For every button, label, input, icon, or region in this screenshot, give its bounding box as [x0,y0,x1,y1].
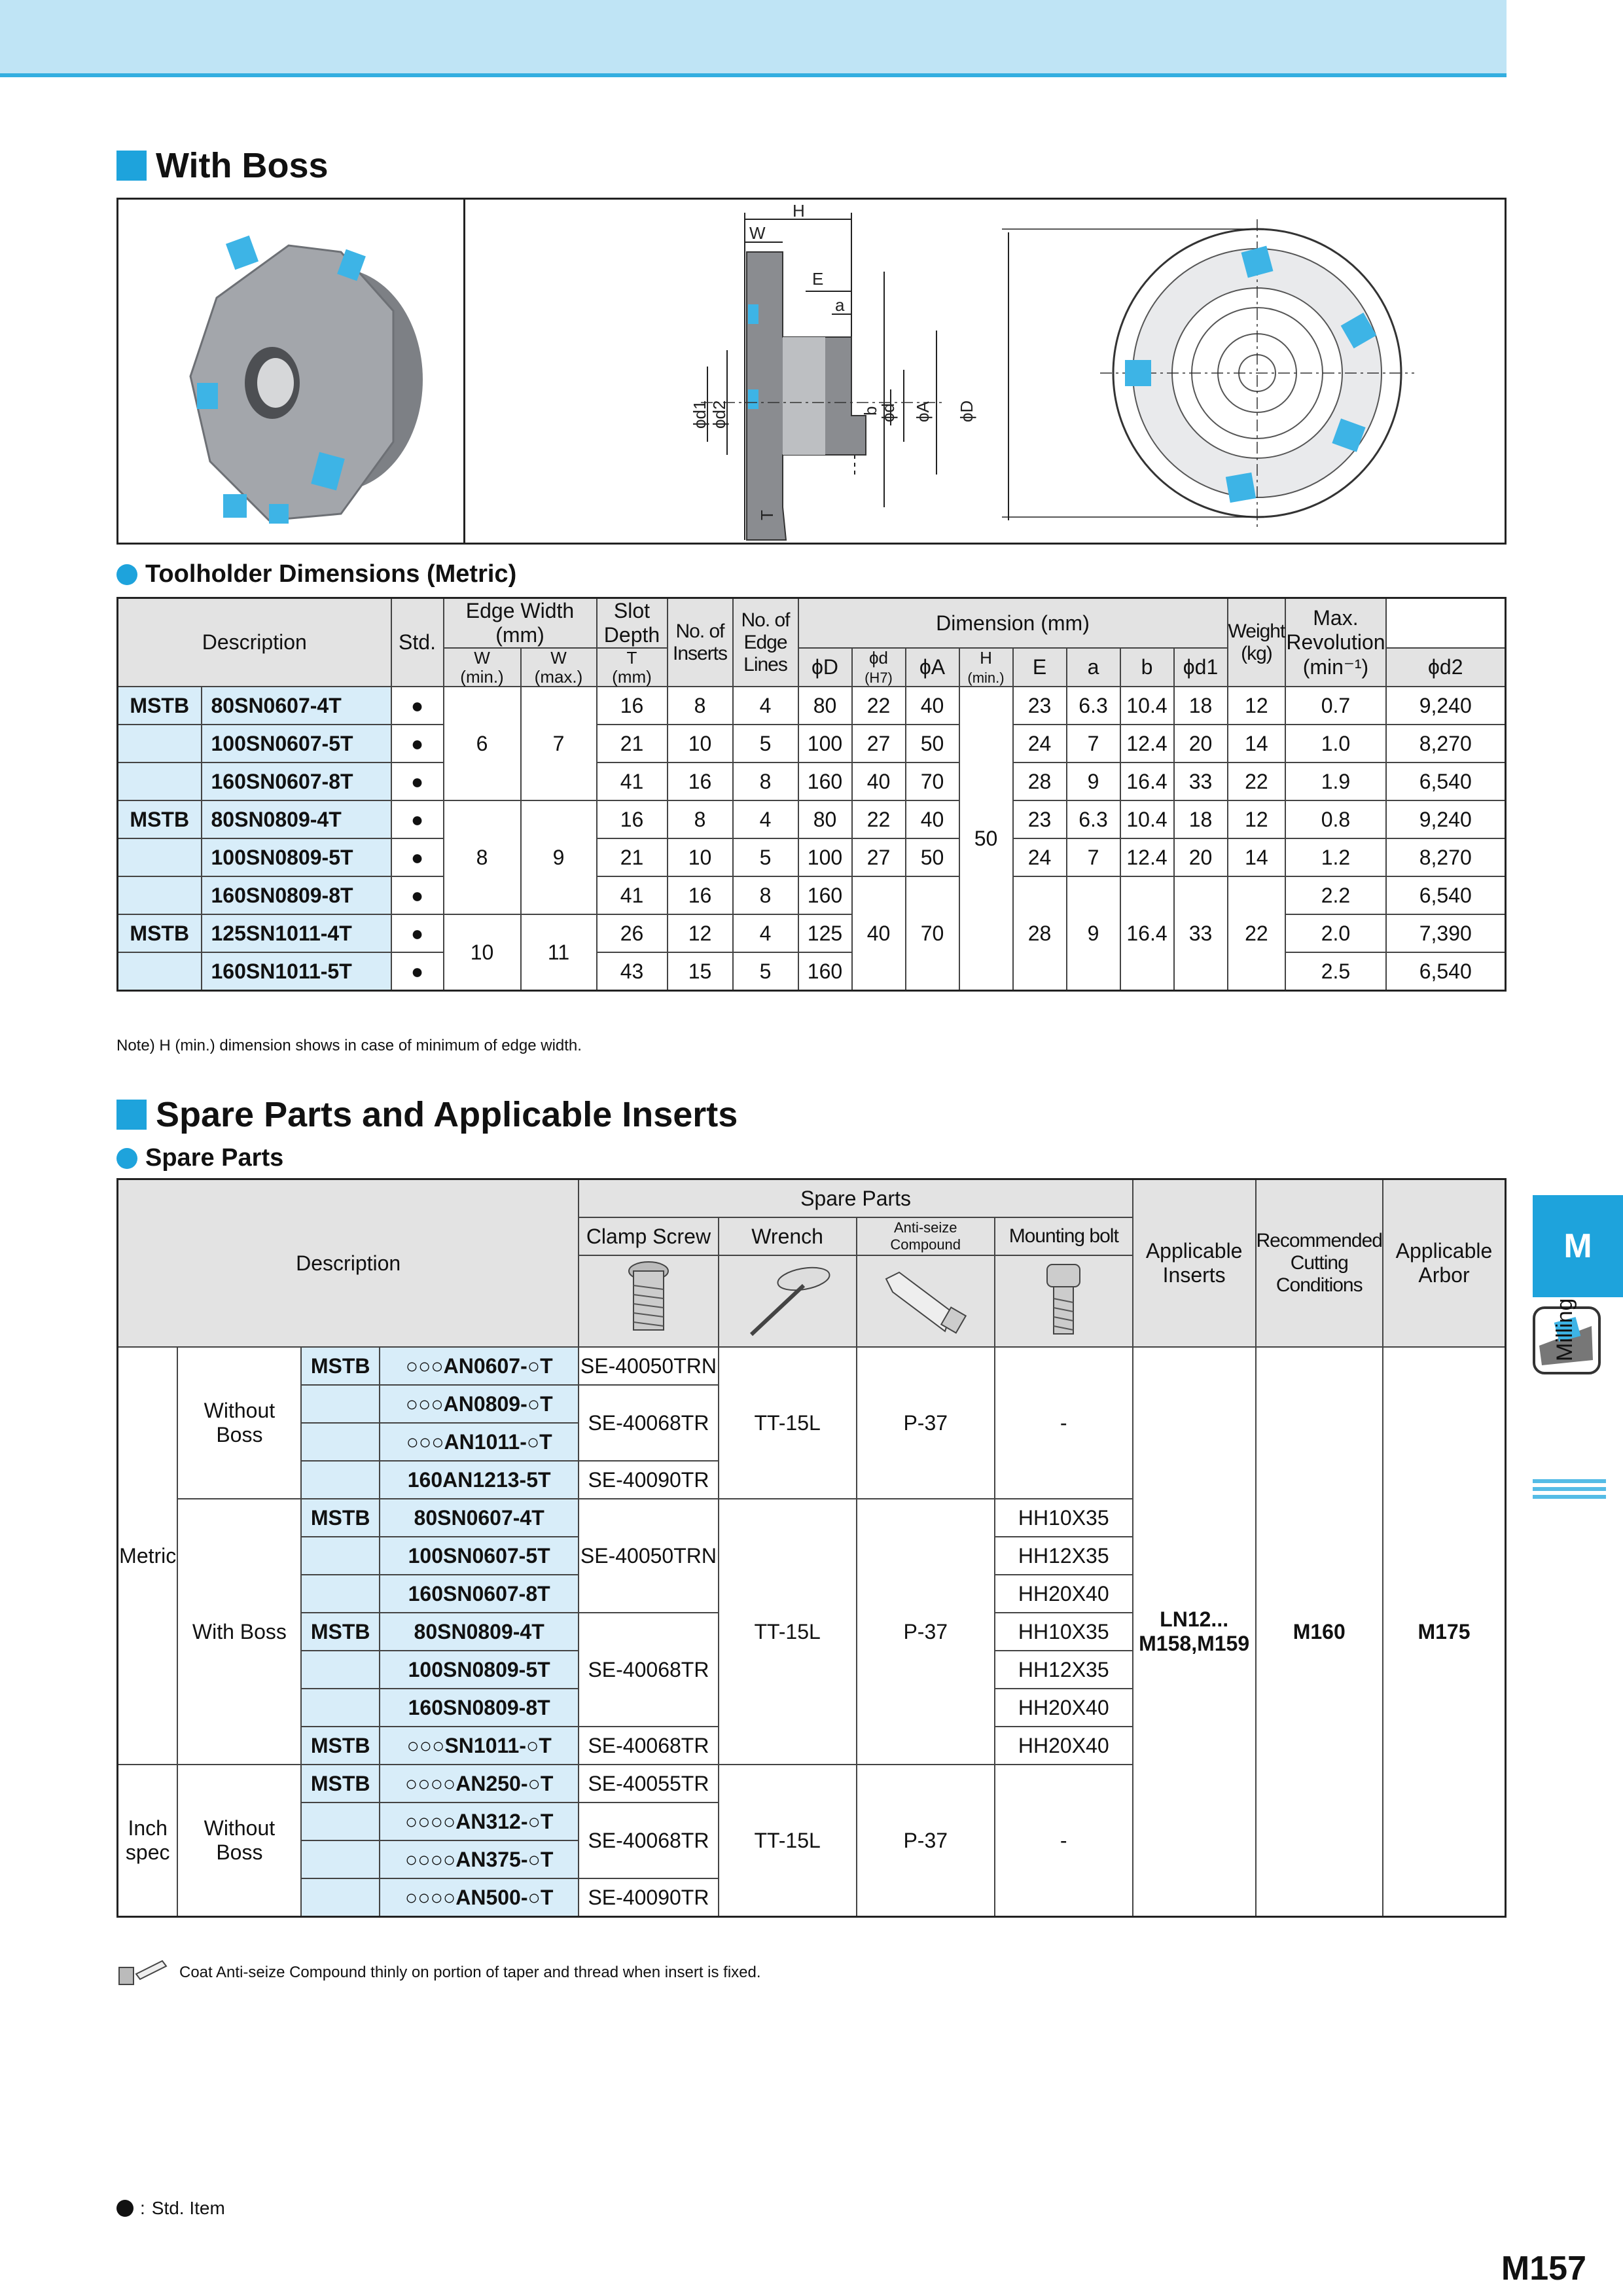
th-applicable-inserts: Applicable Inserts [1133,1179,1256,1348]
row-d1: 20 [1174,838,1228,876]
row-code: ○○○○AN375-○T [380,1840,579,1878]
row-prefix: MSTB [118,914,202,952]
row-prefix [301,1461,380,1499]
row-a: 6.3 [1067,800,1120,838]
th-antiseize: Anti-seize Compound [857,1217,995,1255]
legend-text: Std. Item [151,2198,225,2218]
cell-without-boss: Without Boss [177,1347,301,1499]
tube-icon [880,1259,971,1338]
th-t-label: T [626,648,637,668]
fig-label-a: a [835,295,845,315]
row-D: 160 [798,876,852,914]
table-row [118,914,1506,952]
row-bolt: HH10X35 [995,1613,1133,1651]
row-std: ● [391,762,444,800]
fig-label-phiA: ϕA [913,401,933,422]
row-weight: 1.9 [1285,762,1385,800]
row-d1: 18 [1174,800,1228,838]
row-d: 22 [852,800,906,838]
toolholder-dimensions-table [116,597,1507,992]
row-prefix: MSTB [301,1765,380,1803]
clamp-screw-illustration [579,1255,718,1347]
section-title-spare-parts [116,1094,738,1135]
bolt-icon [1041,1259,1086,1338]
row-inserts: 15 [668,952,733,991]
row-T: 41 [597,762,668,800]
row-d2: 22 [1228,762,1286,800]
spare-parts-subtitle-text: Spare Parts [145,1144,284,1172]
row-prefix [118,952,202,991]
table-row [118,725,1506,762]
th-H-sub: (min.) [967,669,1005,686]
row-code: 100SN0809-5T [202,838,391,876]
th-std: Std. [391,598,444,687]
fig-label-b: b [861,406,880,416]
toolholder-subtitle-text: Toolholder Dimensions (Metric) [145,560,517,588]
row-b: 16.4 [1120,762,1174,800]
cell-w-max: 9 [521,800,597,914]
table-row [118,800,1506,838]
row-d: 27 [852,725,906,762]
row-rev: 8,270 [1386,838,1506,876]
row-code: ○○○○AN500-○T [380,1878,579,1917]
row-screw: SE-40055TR [579,1765,718,1803]
row-a: 6.3 [1067,687,1120,725]
max-rev-label: Max. Revolution [1286,605,1385,654]
row-T: 16 [597,800,668,838]
row-b: 12.4 [1120,838,1174,876]
th-phid1: ϕd1 [1174,648,1228,687]
th-w-min-sub: (min.) [460,666,504,687]
page-number: M157 [1501,2250,1586,2287]
toolholder-note: Note) H (min.) dimension shows in case of minimum of edge width. [116,1037,582,1054]
row-inserts: 10 [668,725,733,762]
row-prefix [118,725,202,762]
row-A: 70 [906,762,959,800]
row-code: 80SN0607-4T [380,1499,579,1537]
row-prefix: MSTB [301,1499,380,1537]
row-weight: 2.0 [1285,914,1385,952]
row-std: ● [391,800,444,838]
row-b: 10.4 [1120,800,1174,838]
th-clamp-screw: Clamp Screw [579,1217,718,1255]
row-prefix [301,1803,380,1840]
th-wrench: Wrench [719,1217,857,1255]
cell-bolt: - [995,1765,1133,1917]
row-code: 160SN0607-8T [202,762,391,800]
spare-parts-table [116,1178,1507,1918]
row-edge: 4 [733,687,798,725]
row-screw: SE-40068TR [579,1727,718,1765]
cell-w-max: 7 [521,687,597,800]
row-weight: 2.5 [1285,952,1385,991]
cell-wrench: TT-15L [719,1499,857,1765]
row-code: ○○○○AN250-○T [380,1765,579,1803]
row-screw: SE-40090TR [579,1878,718,1917]
th-phiD: ϕD [798,648,852,687]
table-row [118,687,1506,725]
row-weight: 2.2 [1285,876,1385,914]
row-E: 23 [1013,687,1067,725]
bullet-dot-icon [116,564,137,585]
max-rev-unit: (min⁻¹) [1302,655,1369,679]
cell-H: 50 [959,687,1013,991]
cell-wrench: TT-15L [719,1765,857,1917]
row-T: 26 [597,914,668,952]
row-inserts: 10 [668,838,733,876]
fig-label-phiD: ϕD [957,400,976,422]
th-applicable-arbor: Applicable Arbor [1383,1179,1506,1348]
row-code: ○○○SN1011-○T [380,1727,579,1765]
cutter-3d-illustration [177,226,465,533]
row-rev: 6,540 [1386,876,1506,914]
row-weight: 1.0 [1285,725,1385,762]
row-T: 16 [597,687,668,725]
row-code: 160AN1213-5T [380,1461,579,1499]
cell-cutting-conditions: M160 [1256,1347,1383,1917]
row-E: 28 [1013,762,1067,800]
row-d1: 20 [1174,725,1228,762]
row-screw: SE-40090TR [579,1461,718,1499]
row-code: ○○○AN0809-○T [380,1385,579,1423]
row-prefix [301,1878,380,1917]
row-std: ● [391,687,444,725]
row-bolt: HH10X35 [995,1499,1133,1537]
table-row [118,1347,1506,1385]
row-prefix: MSTB [301,1727,380,1765]
fig-label-phid1: ϕd1 [690,400,709,429]
cell-inch-spec: Inch spec [118,1765,178,1917]
side-label-milling: Milling [1552,1298,1577,1361]
row-D: 160 [798,762,852,800]
cell-A-group: 70 [906,876,959,991]
row-D: 80 [798,687,852,725]
row-d2: 14 [1228,725,1286,762]
row-bolt: HH20X40 [995,1575,1133,1613]
std-item-legend: : Std. Item [116,2198,225,2219]
row-screw: SE-40050TRN [579,1347,718,1385]
row-prefix: MSTB [301,1613,380,1651]
row-d1: 33 [1174,762,1228,800]
row-bolt: HH12X35 [995,1651,1133,1689]
row-code: 80SN0607-4T [202,687,391,725]
cutter-front-view [982,213,1499,540]
th-phid [852,648,906,687]
row-rev: 6,540 [1386,762,1506,800]
row-std: ● [391,725,444,762]
compound-note-text: Coat Anti-seize Compound thinly on portion of taper and thread when insert is fixed. [179,1964,761,1981]
row-edge: 4 [733,914,798,952]
row-prefix [301,1537,380,1575]
table-row [118,762,1506,800]
side-tab-M: M [1533,1195,1623,1297]
row-weight: 0.7 [1285,687,1385,725]
row-prefix [301,1423,380,1461]
row-rev: 8,270 [1386,725,1506,762]
row-prefix [118,876,202,914]
cell-w-min: 10 [444,914,521,991]
cell-compound: P-37 [857,1765,995,1917]
row-code: ○○○AN0607-○T [380,1347,579,1385]
row-screw: SE-40068TR [579,1385,718,1461]
screw-icon [626,1259,671,1338]
fig-label-W: W [749,223,766,243]
cell-screw-0607: SE-40050TRN [579,1499,718,1613]
row-a: 9 [1067,762,1120,800]
th-no-edge-lines: No. of Edge Lines [733,598,798,687]
row-b: 10.4 [1120,687,1174,725]
row-E: 24 [1013,725,1067,762]
row-D: 160 [798,952,852,991]
section-title-text: Spare Parts and Applicable Inserts [156,1095,738,1134]
row-A: 40 [906,687,959,725]
th-E: E [1013,648,1067,687]
row-bolt: HH20X40 [995,1727,1133,1765]
row-d2: 12 [1228,687,1286,725]
inserts-value-2: M158,M159 [1139,1632,1250,1655]
th-w-min [444,648,521,687]
toolholder-subtitle [116,560,516,588]
row-edge: 5 [733,838,798,876]
row-T: 43 [597,952,668,991]
section-title-text: With Boss [156,146,329,185]
row-prefix [301,1689,380,1727]
cell-d-group: 40 [852,876,906,991]
cell-a-group: 9 [1067,876,1120,991]
row-E: 23 [1013,800,1067,838]
row-d2: 12 [1228,800,1286,838]
inserts-value-1: LN12... [1160,1607,1229,1631]
row-b: 12.4 [1120,725,1174,762]
th-H-label: H [980,648,992,668]
row-inserts: 16 [668,876,733,914]
row-prefix: MSTB [118,687,202,725]
row-prefix: MSTB [118,800,202,838]
fig-label-T: T [757,510,777,520]
row-code: 160SN0809-8T [380,1689,579,1727]
filled-circle-icon [116,2200,134,2217]
table-row [118,876,1506,914]
row-prefix [301,1385,380,1423]
bullet-dot-icon [116,1148,137,1169]
row-code: 160SN0607-8T [380,1575,579,1613]
th-w-max-label: W [550,648,567,668]
cell-metric: Metric [118,1347,178,1765]
row-weight: 1.2 [1285,838,1385,876]
row-bolt: HH20X40 [995,1689,1133,1727]
cell-applicable-inserts [1133,1347,1256,1917]
cell-without-boss: Without Boss [177,1765,301,1917]
row-d: 22 [852,687,906,725]
th-description: Description [118,598,391,687]
cutter-section-drawing [485,200,982,543]
cell-E-group: 28 [1013,876,1067,991]
row-T: 21 [597,838,668,876]
row-A: 50 [906,838,959,876]
row-D: 80 [798,800,852,838]
row-std: ● [391,876,444,914]
row-code: 80SN0809-4T [202,800,391,838]
row-a: 7 [1067,838,1120,876]
th-dimension: Dimension (mm) [798,598,1228,649]
row-screw: SE-40068TR [579,1803,718,1878]
row-inserts: 8 [668,687,733,725]
th-phid2: ϕd2 [1386,648,1506,687]
fig-label-E: E [812,269,824,289]
th-w-min-label: W [474,648,490,668]
row-std: ● [391,838,444,876]
th-no-inserts: No. of Inserts [668,598,733,687]
toolholder-figure [116,198,1507,545]
cell-wrench: TT-15L [719,1347,857,1499]
th-b: b [1120,648,1174,687]
cell-bolt: - [995,1347,1133,1499]
th-max-revolution [1285,598,1385,687]
bolt-illustration [995,1255,1133,1347]
row-edge: 8 [733,876,798,914]
row-a: 7 [1067,725,1120,762]
cell-w-min: 6 [444,687,521,800]
row-prefix [301,1651,380,1689]
row-d2: 14 [1228,838,1286,876]
cell-with-boss: With Boss [177,1499,301,1765]
row-std: ● [391,952,444,991]
row-inserts: 8 [668,800,733,838]
row-code: ○○○AN1011-○T [380,1423,579,1461]
row-code: 100SN0809-5T [380,1651,579,1689]
table-row [118,952,1506,991]
cell-compound: P-37 [857,1347,995,1499]
row-edge: 4 [733,800,798,838]
row-prefix [301,1575,380,1613]
row-code: 125SN1011-4T [202,914,391,952]
th-weight: Weight (kg) [1228,598,1286,687]
th-phid-sub: (H7) [865,669,893,686]
cell-w-min: 8 [444,800,521,914]
th-slot-depth: Slot Depth [597,598,668,649]
cell-applicable-arbor: M175 [1383,1347,1506,1917]
row-rev: 7,390 [1386,914,1506,952]
th-description: Description [118,1179,579,1348]
row-d: 27 [852,838,906,876]
cell-screw-0809: SE-40068TR [579,1613,718,1727]
row-inserts: 12 [668,914,733,952]
fig-label-phid: ϕd [878,403,898,422]
th-recommended-cutting: Recommended Cutting Conditions [1256,1179,1383,1348]
th-a: a [1067,648,1120,687]
row-std: ● [391,914,444,952]
row-d1: 18 [1174,687,1228,725]
fig-label-phid2: ϕd2 [709,400,729,429]
row-edge: 8 [733,762,798,800]
row-weight: 0.8 [1285,800,1385,838]
compound-illustration [857,1255,995,1347]
side-stripes [1533,1479,1606,1503]
th-w-max [521,648,597,687]
section-title-with-boss [116,145,329,186]
row-D: 100 [798,725,852,762]
row-T: 41 [597,876,668,914]
row-code: 160SN1011-5T [202,952,391,991]
fig-label-H: H [793,201,805,221]
section-square-icon [116,151,147,181]
table-row [118,838,1506,876]
row-code: 100SN0607-5T [380,1537,579,1575]
row-d: 40 [852,762,906,800]
row-T: 21 [597,725,668,762]
compound-note [116,1958,761,1987]
th-w-max-sub: (max.) [534,666,583,687]
row-D: 100 [798,838,852,876]
row-D: 125 [798,914,852,952]
wrench-icon [738,1259,836,1338]
row-rev: 9,240 [1386,800,1506,838]
row-A: 50 [906,725,959,762]
row-E: 24 [1013,838,1067,876]
th-spare-parts: Spare Parts [579,1179,1132,1218]
row-bolt: HH12X35 [995,1537,1133,1575]
row-code: 80SN0809-4T [380,1613,579,1651]
th-edge-width: Edge Width (mm) [444,598,597,649]
cell-d1-group: 33 [1174,876,1228,991]
cell-w-max: 11 [521,914,597,991]
spare-parts-subtitle [116,1144,283,1172]
row-A: 40 [906,800,959,838]
row-prefix [118,762,202,800]
compound-note-icon [116,1958,169,1987]
row-edge: 5 [733,952,798,991]
th-t-sub: (mm) [612,666,652,687]
row-code: 100SN0607-5T [202,725,391,762]
wrench-illustration [719,1255,857,1347]
row-prefix [301,1840,380,1878]
cell-compound: P-37 [857,1499,995,1765]
th-phiA: ϕA [906,648,959,687]
row-code: 160SN0809-8T [202,876,391,914]
cell-b-group: 16.4 [1120,876,1174,991]
row-prefix [118,838,202,876]
th-t [597,648,668,687]
row-inserts: 16 [668,762,733,800]
th-H [959,648,1013,687]
row-rev: 9,240 [1386,687,1506,725]
row-prefix: MSTB [301,1347,380,1385]
top-banner [0,0,1507,77]
th-mounting-bolt: Mounting bolt [995,1217,1133,1255]
row-edge: 5 [733,725,798,762]
th-phid-label: ϕd [868,648,889,668]
row-rev: 6,540 [1386,952,1506,991]
section-square-icon [116,1100,147,1130]
cell-d2-group: 22 [1228,876,1286,991]
row-code: ○○○○AN312-○T [380,1803,579,1840]
